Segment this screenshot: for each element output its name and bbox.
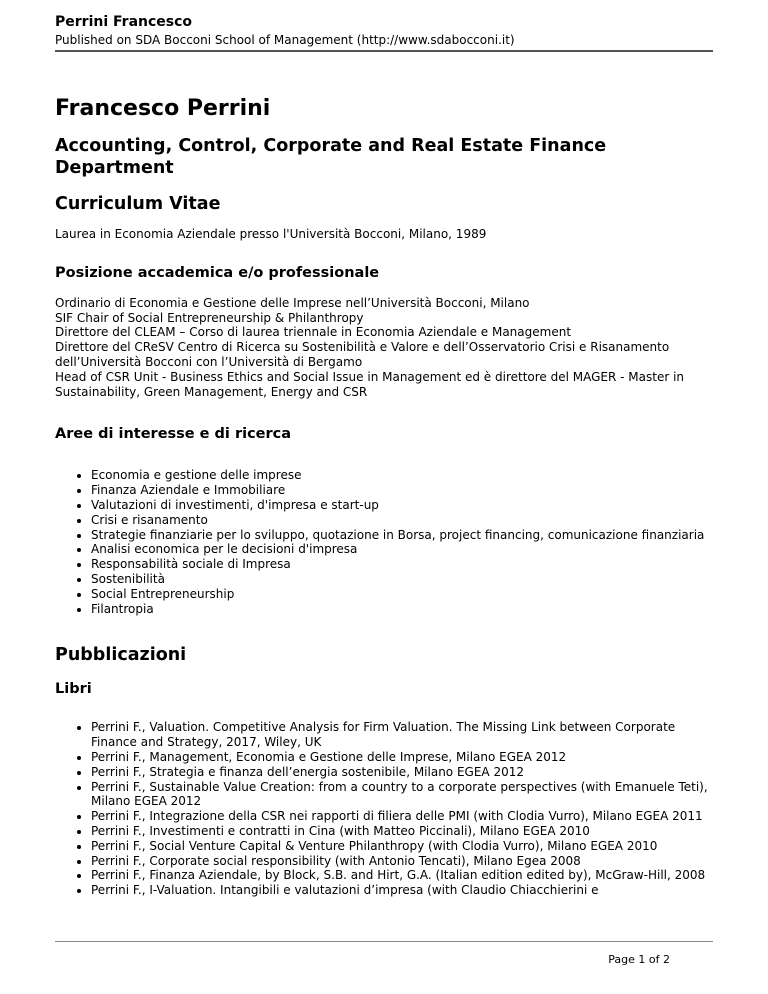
research-list [55,468,715,616]
document-body [55,95,715,898]
position-text [55,296,715,400]
list-item: • Perrini F., Sustainable Value Creation: from a country to a corporate perspectives (with Emanuele Teti), Milano EGEA 2012 [91,780,715,810]
list-item: • Perrini F., Integrazione della CSR nei rapporti di filiera delle PMI (with Clodia Vurro), Milano EGEA 2011 [91,809,715,824]
list-item: • Strategie finanziarie per lo sviluppo, quotazione in Borsa, project financing, comunicazione finanziaria [91,528,715,543]
list-item: • Perrini F., Management, Economia e Gestione delle Imprese, Milano EGEA 2012 [91,750,715,765]
list-item: • Perrini F., Finanza Aziendale, by Block, S.B. and Hirt, G.A. (Italian edition edited by), McGraw-Hill, 2008 [91,868,715,883]
list-item: • Finanza Aziendale e Immobiliare [91,483,715,498]
position-line: Direttore del CReSV Centro di Ricerca su Sostenibilità e Valore e dell’Osservatorio Crisi e Risanamento dell’Università Bocconi con l’Università di Bergamo [55,340,670,369]
books-list [55,720,715,898]
publications-heading: Pubblicazioni [55,645,187,666]
position-line: Ordinario di Economia e Gestione delle Imprese nell’Università Bocconi, Milano [55,295,530,310]
list-item: • Responsabilità sociale di Impresa [91,557,715,572]
list-item: • Analisi economica per le decisioni d'impresa [91,542,715,557]
position-heading: Posizione accademica e/o professionale [55,264,380,281]
page-number: Page 1 of 2 [608,953,670,966]
list-item: • Perrini F., Valuation. Competitive Analysis for Firm Valuation. The Missing Link between Corporate Finance and Strategy, 2017, Wiley, UK [91,720,715,750]
list-item: • Perrini F., I-Valuation. Intangibili e valutazioni d’impresa (with Claudio Chiacchierini e [91,883,715,898]
position-line: Head of CSR Unit - Business Ethics and Social Issue in Management ed è direttore del MAGER - Master in Sustainability, Green Management, Energy and CSR [55,369,685,399]
list-item: • Perrini F., Investimenti e contratti in Cina (with Matteo Piccinali), Milano EGEA 2010 [91,824,715,839]
research-heading: Aree di interesse e di ricerca [55,426,292,443]
position-line: SIF Chair of Social Entrepreneurship & Philanthropy [55,310,364,325]
books-heading: Libri [55,681,92,698]
list-item: • Economia e gestione delle imprese [91,468,715,483]
list-item: • Perrini F., Social Venture Capital & Venture Philanthropy (with Clodia Vurro), Milano EGEA 2010 [91,839,715,854]
footer-divider [55,941,713,942]
list-item: • Filantropia [91,602,715,617]
position-line: Direttore del CLEAM – Corso di laurea triennale in Economia Aziendale e Management [55,325,572,340]
list-item: • Social Entrepreneurship [91,587,715,602]
list-item: • Perrini F., Corporate social responsibility (with Antonio Tencati), Milano Egea 2008 [91,854,715,869]
list-item: • Perrini F., Strategia e finanza dell’energia sostenibile, Milano EGEA 2012 [91,765,715,780]
list-item: • Crisi e risanamento [91,513,715,528]
cv-heading: Curriculum Vitae [55,194,221,214]
degree-text: Laurea in Economia Aziendale presso l'Università Bocconi, Milano, 1989 [55,227,487,241]
list-item: • Valutazioni di investimenti, d'impresa e start-up [91,498,715,513]
header-title: Perrini Francesco [55,14,193,30]
header-divider [55,50,713,52]
list-item: • Sostenibilità [91,572,715,587]
department-heading: Accounting, Control, Corporate and Real Estate Finance Department [55,136,607,178]
page-header [55,14,713,48]
header-published: Published on SDA Bocconi School of Management (http://www.sdabocconi.it) [55,33,515,47]
page-title: Francesco Perrini [55,96,271,121]
